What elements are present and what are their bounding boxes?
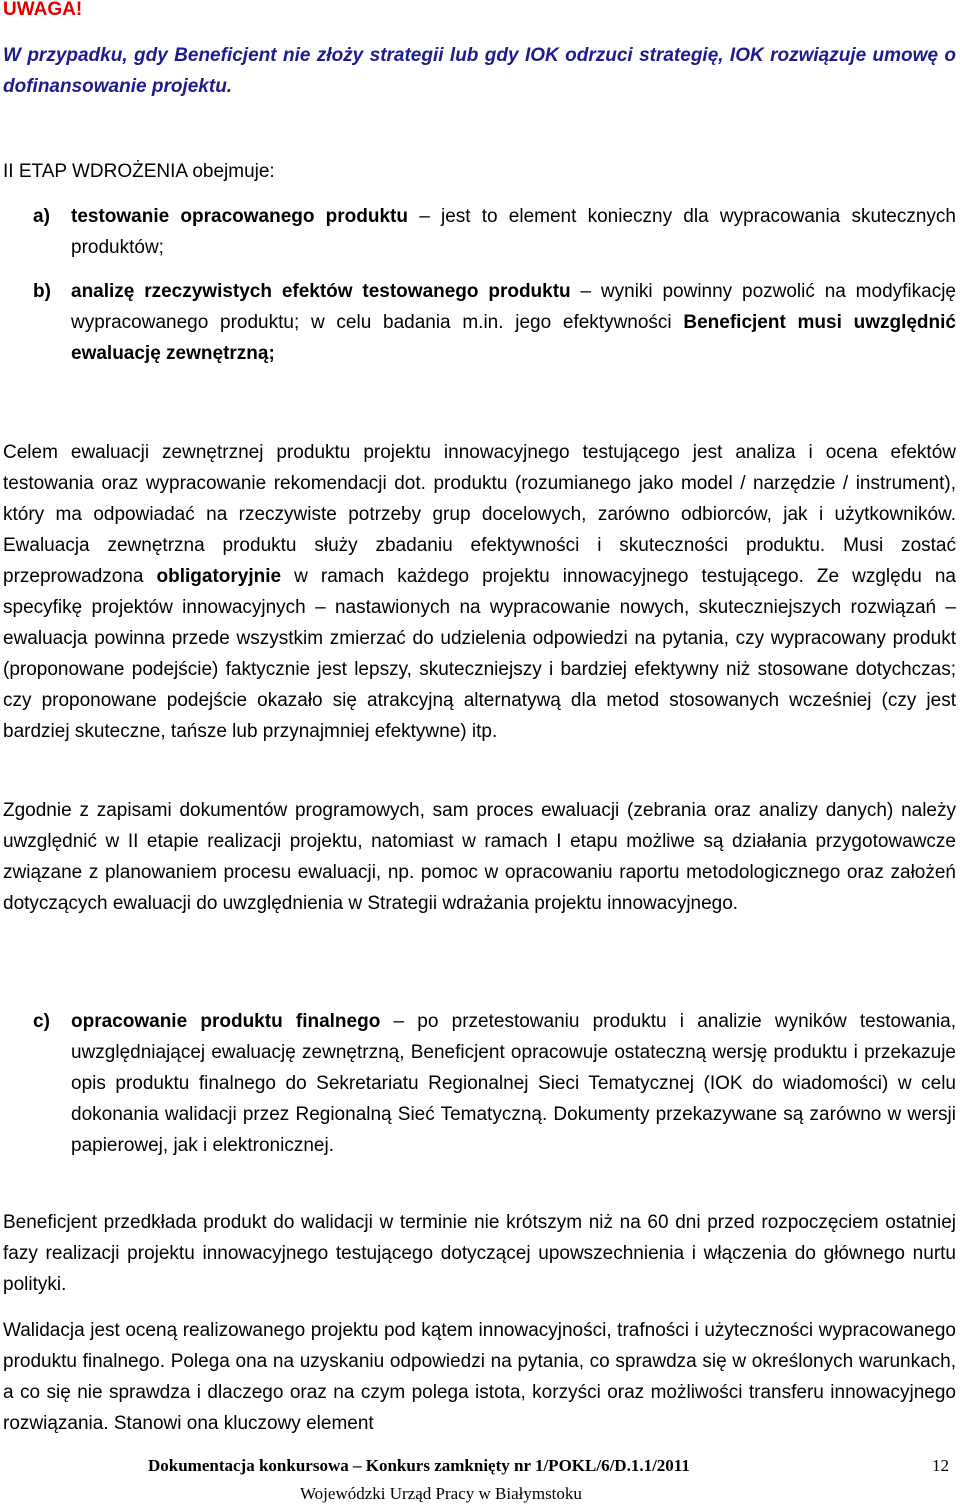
paragraph-program-documents (3, 795, 956, 919)
stage2-heading-text: II ETAP WDROŻENIA obejmuje: (3, 161, 275, 182)
warning-text: W przypadku, gdy Beneficjent nie złoży strategii lub gdy IOK odrzuci strategię, IOK rozwiązuje umowę o dofinansowanie projektu. (3, 45, 956, 97)
list-item-body (71, 276, 956, 369)
list-item-bold-end: Beneficjent musi uwzględnić ewaluację zewnętrzną; (71, 312, 956, 364)
list-item-label: a) (33, 206, 50, 227)
warning-paragraph (3, 40, 956, 102)
footer-title: Dokumentacja konkursowa – Konkurs zamknięty nr 1/POKL/6/D.1.1/2011 (148, 1456, 690, 1475)
list-item-label: c) (33, 1011, 50, 1032)
paragraph-bold: obligatoryjnie (156, 566, 282, 587)
paragraph-validation-deadline (3, 1207, 956, 1300)
paragraph-text: Walidacja jest oceną realizowanego projektu pod kątem innowacyjności, trafności i użyteczności wypracowanego produktu finalnego. Polega ona na uzyskaniu odpowiedzi na pytania, co sprawdza się w określonych warunkach, a co się nie sprawdza i dlaczego oraz na czym polega istota, korzyści oraz możliwości transferu innowacyjnego rozwiązania. Stanowi ona kluczowy element (3, 1320, 956, 1434)
paragraph-text-continued: w ramach każdego projektu innowacyjnego testującego. Ze względu na specyfikę projektów innowacyjnych – nastawionych na wypracowanie nowych, skuteczniejszych rozwiązań – ewaluacja powinna przede wszystkim zmierzać do udzielenia odpowiedzi na pytania, czy wypracowany produkt (proponowane podejście) faktycznie jest lepszy, skuteczniejszy i bardziej efektywny niż stosowane dotychczas; czy proponowane podejście okazało się atrakcyjną alternatywą dla metod stosowanych wcześniej (czy jest bardziej skuteczne, tańsze lub przynajmniej efektywne) itp. (3, 566, 956, 742)
page-number: 12 (932, 1456, 949, 1475)
list-item-bold: analizę rzeczywistych efektów testowanego produktu (71, 281, 571, 302)
list-item-label: b) (33, 281, 51, 302)
list-item-text: – po przetestowaniu produktu i analizie wyników testowania, uwzględniającej ewaluację zewnętrzną, Beneficjent opracowuje ostateczną wersję produktu i przekazuje opis produktu finalnego do Sekretariatu Regionalnej Sieci Tematycznej (IOK do wiadomości) w celu dokonania walidacji przez Regionalną Sieć Tematyczną. Dokumenty przekazywane są zarówno w wersji papierowej, jak i elektronicznej. (71, 1011, 956, 1156)
list-item-body (71, 1006, 956, 1161)
warning-title-text: UWAGA! (3, 0, 83, 20)
list-item-bold: testowanie opracowanego produktu (71, 206, 408, 227)
list-item-body (71, 201, 956, 263)
paragraph-text: Zgodnie z zapisami dokumentów programowych, sam proces ewaluacji (zebrania oraz analizy danych) należy uwzględnić w II etapie realizacji projektu, natomiast w ramach I etapu możliwe są działania przygotowawcze związane z planowaniem procesu ewaluacji, np. pomoc w opracowaniu raportu metodologicznego oraz założeń dotyczących ewaluacji do uwzględnienia w Strategii wdrażania projektu innowacyjnego. (3, 800, 956, 914)
list-item-text: – wyniki powinny pozwolić na modyfikację wypracowanego produktu; w celu badania m.in. jego efektywności (71, 281, 956, 333)
stage2-heading (3, 156, 956, 187)
paragraph-text: Beneficjent przedkłada produkt do walidacji w terminie nie krótszym niż na 60 dni przed rozpoczęciem ostatniej fazy realizacji projektu innowacyjnego testującego dotyczącej upowszechnienia i włączenia do głównego nurtu polityki. (3, 1212, 956, 1295)
paragraph-evaluation-goal (3, 437, 956, 747)
paragraph-validation-definition (3, 1315, 956, 1439)
list-item-c (3, 1006, 956, 1161)
list-item-a (3, 201, 956, 263)
footer-institution: Wojewódzki Urząd Pracy w Białymstoku (300, 1484, 582, 1503)
list-item-bold: opracowanie produktu finalnego (71, 1011, 381, 1032)
list-item-b (3, 276, 956, 369)
list-item-text: – jest to element konieczny dla wypracowania skutecznych produktów; (71, 206, 956, 258)
paragraph-text: Celem ewaluacji zewnętrznej produktu projektu innowacyjnego testującego jest analiza i ocena efektów testowania oraz wypracowanie rekomendacji dot. produktu (rozumianego jako model / narzędzie / instrument), który ma odpowiadać na rzeczywiste potrzeby grup docelowych, zarówno odbiorców, jak i użytkowników. Ewaluacja zewnętrzna produktu służy zbadaniu efektywności i skuteczności produktu. Musi zostać przeprowadzona (3, 442, 956, 587)
warning-title (3, 0, 956, 25)
